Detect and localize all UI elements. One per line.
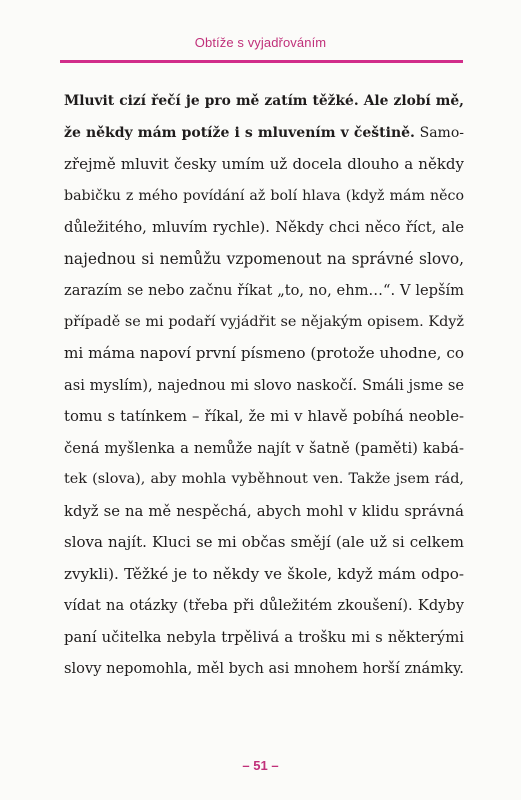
text-line: důležitého, mluvím rychle). Někdy chci něco říct, ale <box>64 219 464 236</box>
text-line: slovy nepomohla, měl bych asi mnohem horší známky. <box>64 660 464 677</box>
text-line: mi máma napoví první písmeno (protože uhodne, co <box>64 344 464 362</box>
text-line: paní učitelka nebyla trpělivá a trošku mi s některými <box>64 628 464 646</box>
text-line <box>64 86 464 118</box>
page-number: – 51 – <box>242 758 279 773</box>
body-paragraph <box>64 86 464 685</box>
text-line: slova najít. Kluci se mi občas smějí (ale už si celkem <box>64 533 464 551</box>
text-line: babičku z mého povídání až bolí hlava (když mám něco <box>64 187 464 204</box>
text-line: tomu s tatínkem – říkal, že mi v hlavě pobíhá neoble- <box>64 408 464 425</box>
bold-lead: Mluvit cizí řečí je pro mě zatím těžké. Ale zlobí mě, <box>64 93 464 109</box>
bold-lead: že někdy mám potíže i s mluvením v češtině. <box>64 124 415 141</box>
running-head: Obtíže s vyjadřováním <box>194 35 327 50</box>
text-line: asi myslím), najednou mi slovo naskočí. Smáli jsme se <box>64 376 464 394</box>
text-line: že někdy mám potíže i s mluvením v češtině. Samo- <box>64 124 464 141</box>
text-line: čená myšlenka a nemůže najít v šatně (paměti) kabá- <box>64 439 464 457</box>
text-line: tek (slova), aby mohla vyběhnout ven. Takže jsem rád, <box>64 471 464 487</box>
text-line: zarazím se nebo začnu říkat „to, no, ehm…“. V lepším <box>64 282 464 299</box>
text-line: když se na mě nespěchá, abych mohl v klidu správná <box>64 502 464 520</box>
text-line: vídat na otázky (třeba při důležitém zkoušení). Kdyby <box>64 597 464 614</box>
text-line: najednou si nemůžu vzpomenout na správné slovo, <box>64 249 464 268</box>
text-line: případě se mi podaří vyjádřit se nějakým opisem. Když <box>64 313 464 330</box>
text-line: zřejmě mluvit česky umím už docela dlouho a někdy <box>64 155 464 173</box>
text-line: zvykli). Těžké je to někdy ve škole, když mám odpo- <box>64 564 464 583</box>
header-rule <box>60 60 463 63</box>
